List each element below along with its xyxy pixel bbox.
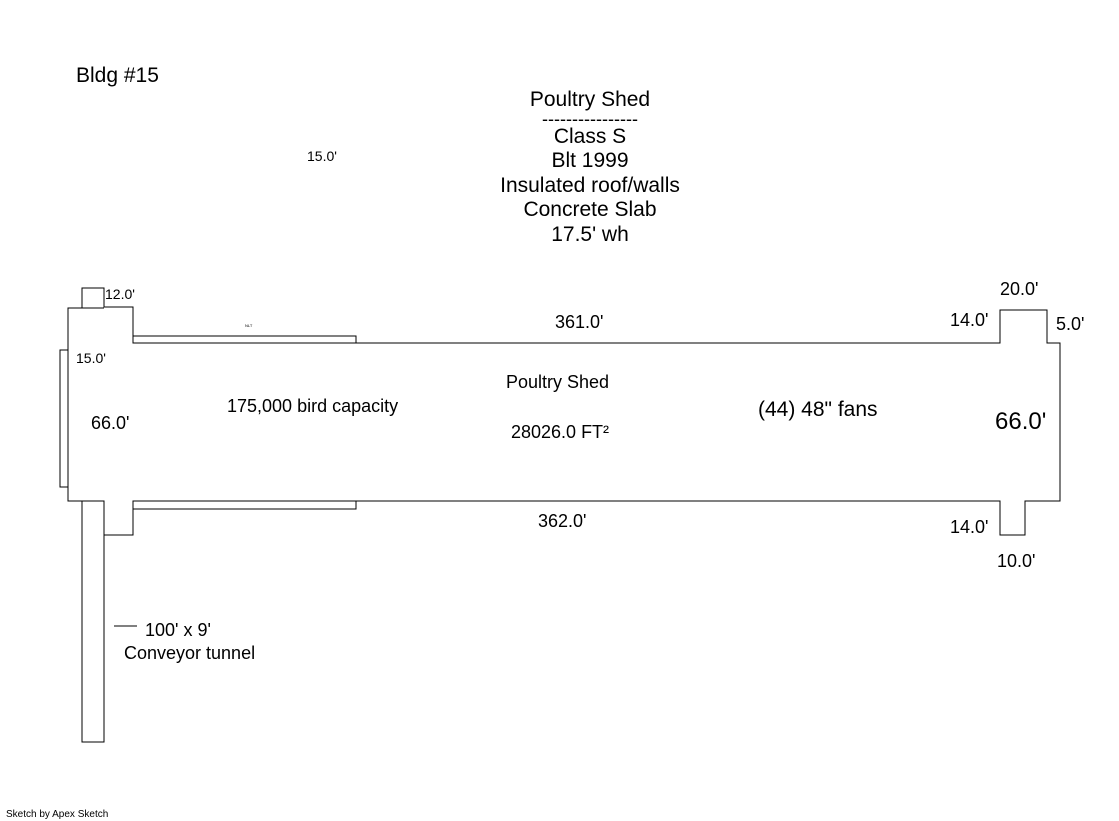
dimension-label: 10.0' [997,551,1036,571]
dimension-label: 5.0' [1056,314,1085,334]
dimension-label: 362.0' [538,511,587,531]
title-built: Blt 1999 [551,149,629,172]
title-foundation: Concrete Slab [523,198,657,221]
dimension-label: 66.0' [995,408,1047,435]
dimension-label: 66.0' [91,413,130,433]
conveyor-tunnel [82,501,104,742]
top-annex-strip [133,336,356,343]
title-wall-height: 17.5' wh [551,222,629,246]
tunnel-size-note: 100' x 9' [145,620,211,640]
dimension-label: 14.0' [950,517,989,537]
dimension-label: 12.0' [105,286,135,302]
title-name: Poultry Shed [529,88,651,111]
fans-note: (44) 48" fans [758,398,878,421]
dimension-label: 15.0' [307,148,337,164]
area-size: 28026.0 FT² [511,422,610,442]
title-separator: ---------------- [542,108,638,129]
capacity-note: 175,000 bird capacity [227,396,399,416]
bottom-annex-strip [133,501,356,509]
left-bump [60,350,68,487]
building-id: Bldg #15 [76,64,159,87]
dimension-label: 361.0' [555,312,604,332]
tiny-label: NLT [245,323,253,328]
dimension-label: 20.0' [1000,279,1039,299]
dimension-label: 14.0' [950,310,989,330]
title-block [480,88,700,247]
area-name: Poultry Shed [506,372,610,392]
tunnel-name-note: Conveyor tunnel [124,643,256,663]
footer-credit: Sketch by Apex Sketch [6,809,109,820]
title-class: Class S [553,124,627,148]
dimension-label: 15.0' [76,350,106,366]
title-insulation: Insulated roof/walls [500,173,680,197]
